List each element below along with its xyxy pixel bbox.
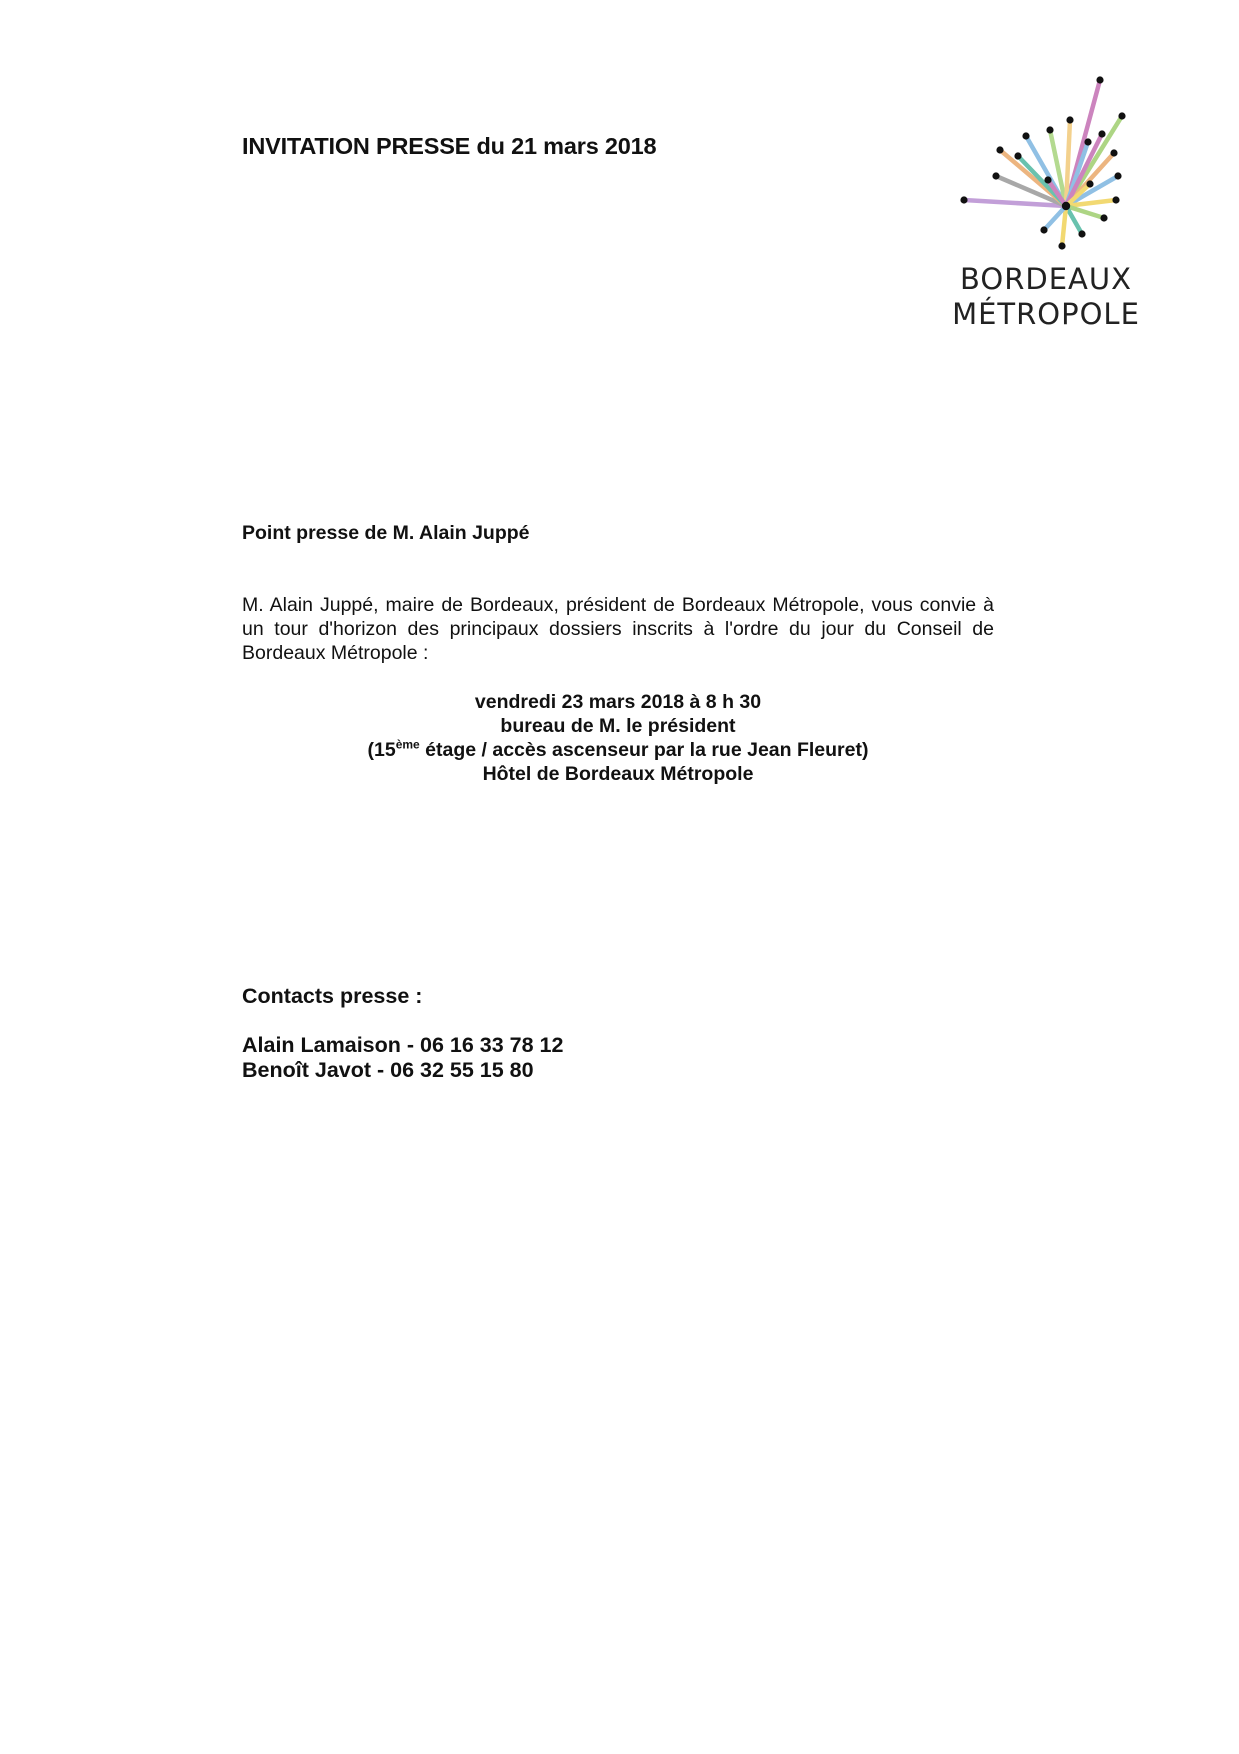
contacts-heading: Contacts presse : bbox=[242, 984, 423, 1008]
event-floor-superscript: ème bbox=[395, 737, 420, 752]
intro-paragraph: M. Alain Juppé, maire de Bordeaux, président de Bordeaux Métropole, vous convie à un tour d'horizon des principaux dossiers inscrits à l'ordre du jour du Conseil de Bordeaux Métropole : bbox=[242, 594, 994, 664]
event-place: bureau de M. le président bbox=[500, 715, 736, 737]
logo-starburst-icon bbox=[946, 68, 1146, 258]
event-date: vendredi 23 mars 2018 à 8 h 30 bbox=[474, 691, 762, 713]
page-title: INVITATION PRESSE du 21 mars 2018 bbox=[242, 133, 657, 159]
event-floor bbox=[242, 738, 994, 762]
event-floor-open: (15 bbox=[367, 739, 396, 761]
contacts-list bbox=[242, 1033, 563, 1083]
contact-item: Benoît Javot - 06 32 55 15 80 bbox=[242, 1058, 534, 1082]
contact-item: Alain Lamaison - 06 16 33 78 12 bbox=[242, 1033, 564, 1057]
event-details bbox=[242, 690, 994, 786]
event-building: Hôtel de Bordeaux Métropole bbox=[482, 763, 754, 785]
event-floor-rest: étage / accès ascenseur par la rue Jean Fleuret) bbox=[419, 739, 869, 761]
logo-text-metropole: MÉTROPOLE bbox=[952, 297, 1140, 331]
logo-text-bordeaux: BORDEAUX bbox=[960, 262, 1132, 296]
section-heading: Point presse de M. Alain Juppé bbox=[242, 522, 530, 544]
bordeaux-metropole-logo bbox=[946, 68, 1146, 340]
